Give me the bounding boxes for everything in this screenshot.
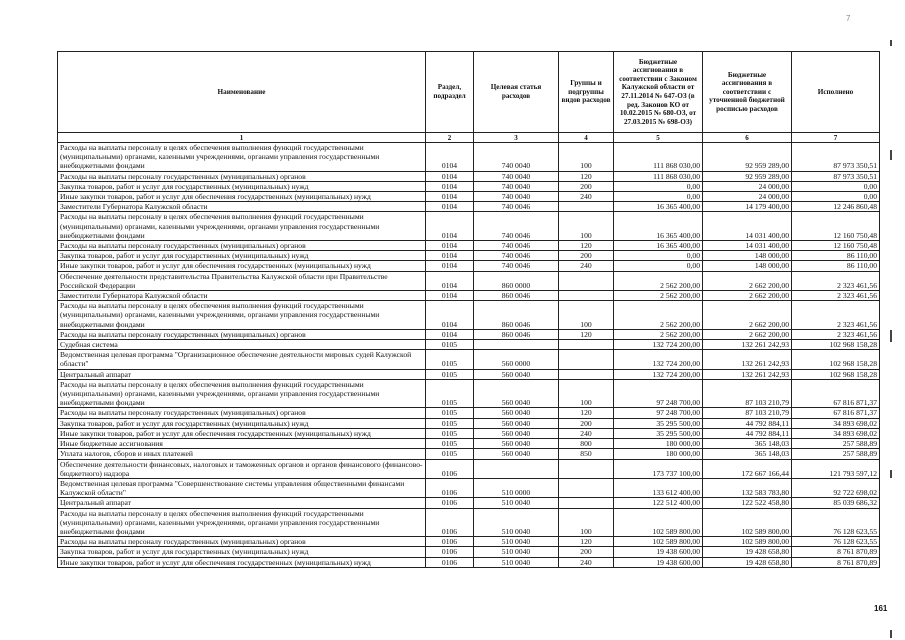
cell-executed: 102 968 158,28 xyxy=(792,369,880,379)
cell-expense-group: 240 xyxy=(559,428,614,438)
cell-expense-group: 100 xyxy=(559,508,614,537)
table-row xyxy=(58,508,880,537)
cell-expense-group: 800 xyxy=(559,439,614,449)
cell-name: Уплата налогов, сборов и иных платежей xyxy=(58,449,426,459)
cell-expense-group: 100 xyxy=(559,379,614,408)
cell-target-article: 740 0046 xyxy=(474,261,559,271)
table-row xyxy=(58,251,880,261)
cell-revised: 24 000,00 xyxy=(703,192,792,202)
cell-executed: 257 588,89 xyxy=(792,449,880,459)
cell-section: 0104 xyxy=(426,202,474,212)
cell-executed: 8 761 870,89 xyxy=(792,557,880,567)
table-row xyxy=(58,202,880,212)
cell-executed: 12 160 750,48 xyxy=(792,241,880,251)
cell-name: Ведомственная целевая программа "Совершенствование системы управления общественными финансами Калужской области" xyxy=(58,478,426,497)
cell-approved: 122 512 400,00 xyxy=(614,498,703,508)
cell-revised: 92 959 289,00 xyxy=(703,143,792,172)
cell-target-article: 510 0040 xyxy=(474,508,559,537)
table-row xyxy=(58,557,880,567)
cell-target-article: 560 0040 xyxy=(474,449,559,459)
cell-approved: 0,00 xyxy=(614,192,703,202)
cell-section: 0104 xyxy=(426,291,474,301)
cell-section: 0106 xyxy=(426,557,474,567)
cell-section: 0106 xyxy=(426,498,474,508)
cell-expense-group: 200 xyxy=(559,181,614,191)
cell-section: 0105 xyxy=(426,449,474,459)
cell-approved: 132 724 200,00 xyxy=(614,369,703,379)
cell-name: Расходы на выплаты персоналу в целях обеспечения выполнения функций государственными (муниципальными) органами, казенными учреждениями, органами управления государственными внебюджетными фондами xyxy=(58,508,426,537)
cell-revised: 132 261 242,93 xyxy=(703,350,792,369)
cell-section: 0105 xyxy=(426,439,474,449)
cell-name: Иные бюджетные ассигнования xyxy=(58,439,426,449)
cell-target-article: 740 0040 xyxy=(474,181,559,191)
cell-section: 0104 xyxy=(426,271,474,290)
cell-executed: 67 816 871,37 xyxy=(792,379,880,408)
cell-section: 0104 xyxy=(426,251,474,261)
cell-section: 0106 xyxy=(426,547,474,557)
cell-name: Иные закупки товаров, работ и услуг для обеспечения государственных (муниципальных) нужд xyxy=(58,557,426,567)
cell-executed: 0,00 xyxy=(792,192,880,202)
cell-executed: 86 110,00 xyxy=(792,261,880,271)
cell-target-article: 560 0040 xyxy=(474,379,559,408)
cell-revised: 44 792 884,11 xyxy=(703,428,792,438)
col-number: 6 xyxy=(703,133,792,143)
table-row xyxy=(58,537,880,547)
cell-target-article: 740 0040 xyxy=(474,171,559,181)
cell-revised: 102 589 800,00 xyxy=(703,537,792,547)
cell-name: Расходы на выплаты персоналу государственных (муниципальных) органов xyxy=(58,408,426,418)
col-number: 7 xyxy=(792,133,880,143)
cell-name: Расходы на выплаты персоналу в целях обеспечения выполнения функций государственными (муниципальными) органами, казенными учреждениями, органами управления государственными внебюджетными фондами xyxy=(58,301,426,330)
cell-expense-group: 200 xyxy=(559,251,614,261)
cell-name: Закупка товаров, работ и услуг для государственных (муниципальных) нужд xyxy=(58,418,426,428)
cell-section: 0105 xyxy=(426,408,474,418)
cell-section: 0104 xyxy=(426,181,474,191)
cell-executed: 67 816 871,37 xyxy=(792,408,880,418)
cell-approved: 35 295 500,00 xyxy=(614,418,703,428)
cell-revised: 2 662 200,00 xyxy=(703,291,792,301)
cell-name: Закупка товаров, работ и услуг для государственных (муниципальных) нужд xyxy=(58,181,426,191)
cell-section: 0106 xyxy=(426,459,474,478)
col-number: 3 xyxy=(474,133,559,143)
cell-revised: 2 662 200,00 xyxy=(703,271,792,290)
cell-approved: 102 589 800,00 xyxy=(614,508,703,537)
cell-name: Расходы на выплаты персоналу государственных (муниципальных) органов xyxy=(58,171,426,181)
cell-section: 0106 xyxy=(426,478,474,497)
table-row xyxy=(58,449,880,459)
cell-approved: 111 868 030,00 xyxy=(614,171,703,181)
cell-executed: 87 973 350,51 xyxy=(792,143,880,172)
cell-target-article: 510 0040 xyxy=(474,537,559,547)
cell-target-article: 860 0046 xyxy=(474,329,559,339)
table-row xyxy=(58,379,880,408)
cell-executed: 121 793 597,12 xyxy=(792,459,880,478)
cell-revised: 87 103 210,79 xyxy=(703,408,792,418)
cell-approved: 2 562 200,00 xyxy=(614,301,703,330)
cell-revised: 2 662 200,00 xyxy=(703,329,792,339)
cell-section: 0105 xyxy=(426,428,474,438)
cell-approved: 0,00 xyxy=(614,261,703,271)
cell-executed: 85 039 686,32 xyxy=(792,498,880,508)
cell-approved: 132 724 200,00 xyxy=(614,340,703,350)
scan-edge-mark xyxy=(890,330,892,342)
cell-executed: 102 968 158,28 xyxy=(792,350,880,369)
cell-approved: 16 365 400,00 xyxy=(614,202,703,212)
header-row xyxy=(58,52,880,133)
cell-target-article: 740 0046 xyxy=(474,202,559,212)
margin-mark: 7 xyxy=(846,14,851,23)
cell-expense-group: 100 xyxy=(559,143,614,172)
cell-revised: 148 000,00 xyxy=(703,251,792,261)
table-row xyxy=(58,171,880,181)
cell-name: Расходы на выплаты персоналу государственных (муниципальных) органов xyxy=(58,537,426,547)
cell-section: 0104 xyxy=(426,241,474,251)
cell-section: 0105 xyxy=(426,340,474,350)
cell-target-article: 510 0040 xyxy=(474,547,559,557)
table-row xyxy=(58,418,880,428)
page-number: 161 xyxy=(874,604,888,613)
cell-revised: 148 000,00 xyxy=(703,261,792,271)
cell-revised: 132 261 242,93 xyxy=(703,369,792,379)
cell-approved: 19 438 600,00 xyxy=(614,547,703,557)
cell-target-article: 560 0000 xyxy=(474,350,559,369)
cell-name: Центральный аппарат xyxy=(58,369,426,379)
cell-expense-group xyxy=(559,271,614,290)
cell-revised: 365 148,03 xyxy=(703,449,792,459)
cell-name: Иные закупки товаров, работ и услуг для обеспечения государственных (муниципальных) нужд xyxy=(58,192,426,202)
cell-name: Расходы на выплаты персоналу в целях обеспечения выполнения функций государственными (муниципальными) органами, казенными учреждениями, органами управления государственными внебюджетными фондами xyxy=(58,379,426,408)
cell-approved: 133 612 400,00 xyxy=(614,478,703,497)
cell-target-article: 560 0040 xyxy=(474,408,559,418)
cell-executed: 76 128 623,55 xyxy=(792,508,880,537)
cell-target-article: 560 0040 xyxy=(474,428,559,438)
cell-expense-group: 100 xyxy=(559,301,614,330)
table-row xyxy=(58,329,880,339)
cell-section: 0104 xyxy=(426,212,474,241)
cell-revised: 2 662 200,00 xyxy=(703,301,792,330)
header-expense-group: Группы и подгруппы видов расходов xyxy=(559,52,614,133)
table-row xyxy=(58,350,880,369)
cell-expense-group: 240 xyxy=(559,261,614,271)
cell-expense-group: 120 xyxy=(559,171,614,181)
cell-executed: 8 761 870,89 xyxy=(792,547,880,557)
cell-expense-group xyxy=(559,459,614,478)
table-row xyxy=(58,261,880,271)
cell-approved: 97 248 700,00 xyxy=(614,408,703,418)
cell-name: Закупка товаров, работ и услуг для государственных (муниципальных) нужд xyxy=(58,547,426,557)
scan-edge-mark xyxy=(890,150,892,160)
cell-approved: 2 562 200,00 xyxy=(614,291,703,301)
cell-approved: 173 737 100,00 xyxy=(614,459,703,478)
col-number: 4 xyxy=(559,133,614,143)
cell-section: 0104 xyxy=(426,171,474,181)
cell-name: Центральный аппарат xyxy=(58,498,426,508)
cell-name: Иные закупки товаров, работ и услуг для обеспечения государственных (муниципальных) нужд xyxy=(58,428,426,438)
scan-edge-mark xyxy=(890,470,892,478)
cell-executed: 76 128 623,55 xyxy=(792,537,880,547)
cell-revised: 14 031 400,00 xyxy=(703,241,792,251)
cell-approved: 35 295 500,00 xyxy=(614,428,703,438)
cell-target-article xyxy=(474,459,559,478)
cell-target-article: 740 0046 xyxy=(474,241,559,251)
cell-name: Закупка товаров, работ и услуг для государственных (муниципальных) нужд xyxy=(58,251,426,261)
cell-expense-group: 120 xyxy=(559,408,614,418)
cell-executed: 34 893 698,02 xyxy=(792,428,880,438)
cell-executed: 12 246 860,48 xyxy=(792,202,880,212)
cell-section: 0106 xyxy=(426,508,474,537)
cell-expense-group xyxy=(559,498,614,508)
cell-executed: 86 110,00 xyxy=(792,251,880,261)
budget-table xyxy=(57,51,880,568)
cell-expense-group xyxy=(559,350,614,369)
cell-target-article: 510 0040 xyxy=(474,498,559,508)
table-row xyxy=(58,212,880,241)
cell-target-article: 860 0000 xyxy=(474,271,559,290)
cell-revised: 132 261 242,93 xyxy=(703,340,792,350)
table-row xyxy=(58,301,880,330)
cell-expense-group: 200 xyxy=(559,547,614,557)
cell-section: 0104 xyxy=(426,192,474,202)
cell-executed: 92 722 698,02 xyxy=(792,478,880,497)
table-row xyxy=(58,459,880,478)
cell-executed: 2 323 461,56 xyxy=(792,291,880,301)
scan-edge-mark xyxy=(890,40,892,46)
cell-target-article: 560 0040 xyxy=(474,369,559,379)
cell-revised: 14 031 400,00 xyxy=(703,212,792,241)
cell-target-article: 740 0040 xyxy=(474,192,559,202)
cell-revised: 19 428 658,80 xyxy=(703,557,792,567)
cell-target-article xyxy=(474,340,559,350)
cell-expense-group: 240 xyxy=(559,557,614,567)
cell-section: 0105 xyxy=(426,350,474,369)
cell-revised: 132 583 783,80 xyxy=(703,478,792,497)
cell-name: Судебная система xyxy=(58,340,426,350)
cell-section: 0104 xyxy=(426,301,474,330)
cell-expense-group: 200 xyxy=(559,418,614,428)
cell-approved: 2 562 200,00 xyxy=(614,329,703,339)
cell-executed: 87 973 350,51 xyxy=(792,171,880,181)
cell-approved: 180 000,00 xyxy=(614,449,703,459)
cell-revised: 365 148,03 xyxy=(703,439,792,449)
header-executed: Исполнено xyxy=(792,52,880,133)
cell-name: Иные закупки товаров, работ и услуг для обеспечения государственных (муниципальных) нужд xyxy=(58,261,426,271)
cell-target-article: 740 0046 xyxy=(474,212,559,241)
cell-target-article: 740 0040 xyxy=(474,143,559,172)
table-row xyxy=(58,143,880,172)
cell-name: Расходы на выплаты персоналу государственных (муниципальных) органов xyxy=(58,329,426,339)
cell-revised: 24 000,00 xyxy=(703,181,792,191)
cell-expense-group xyxy=(559,478,614,497)
cell-executed: 2 323 461,56 xyxy=(792,301,880,330)
cell-approved: 97 248 700,00 xyxy=(614,379,703,408)
cell-name: Расходы на выплаты персоналу государственных (муниципальных) органов xyxy=(58,241,426,251)
cell-expense-group: 120 xyxy=(559,329,614,339)
cell-section: 0105 xyxy=(426,418,474,428)
header-approved-allocations: Бюджетные ассигнования в соответствии с Законом Калужской области от 27.11.2014 № 647-ОЗ (в ред. Законов КО от 10.02.2015 № 680-ОЗ, от 27.03.2015 № 698-ОЗ) xyxy=(614,52,703,133)
cell-section: 0104 xyxy=(426,329,474,339)
cell-executed: 2 323 461,56 xyxy=(792,271,880,290)
table-row xyxy=(58,271,880,290)
table-row xyxy=(58,291,880,301)
cell-revised: 92 959 289,00 xyxy=(703,171,792,181)
cell-approved: 180 000,00 xyxy=(614,439,703,449)
cell-expense-group xyxy=(559,340,614,350)
cell-expense-group: 120 xyxy=(559,537,614,547)
cell-section: 0105 xyxy=(426,379,474,408)
cell-section: 0106 xyxy=(426,537,474,547)
cell-executed: 257 588,89 xyxy=(792,439,880,449)
cell-approved: 102 589 800,00 xyxy=(614,537,703,547)
header-name: Наименование xyxy=(58,52,426,133)
cell-target-article: 560 0040 xyxy=(474,439,559,449)
cell-target-article: 860 0046 xyxy=(474,301,559,330)
cell-approved: 111 868 030,00 xyxy=(614,143,703,172)
scan-edge-mark xyxy=(890,630,892,638)
cell-section: 0104 xyxy=(426,143,474,172)
table-row xyxy=(58,408,880,418)
cell-executed: 0,00 xyxy=(792,181,880,191)
cell-approved: 16 365 400,00 xyxy=(614,212,703,241)
cell-target-article: 740 0046 xyxy=(474,251,559,261)
table-row xyxy=(58,478,880,497)
cell-expense-group: 850 xyxy=(559,449,614,459)
cell-target-article: 510 0040 xyxy=(474,557,559,567)
table-row xyxy=(58,439,880,449)
cell-expense-group xyxy=(559,291,614,301)
header-revised-allocations: Бюджетные ассигнования в соответствии с уточненной бюджетной росписью расходов xyxy=(703,52,792,133)
cell-revised: 14 179 400,00 xyxy=(703,202,792,212)
header-target-article: Целевая статья расходов xyxy=(474,52,559,133)
cell-expense-group xyxy=(559,202,614,212)
table-row xyxy=(58,340,880,350)
cell-revised: 102 589 800,00 xyxy=(703,508,792,537)
cell-revised: 172 667 166,44 xyxy=(703,459,792,478)
cell-approved: 132 724 200,00 xyxy=(614,350,703,369)
table-row xyxy=(58,181,880,191)
cell-name: Расходы на выплаты персоналу в целях обеспечения выполнения функций государственными (муниципальными) органами, казенными учреждениями, органами управления государственными внебюджетными фондами xyxy=(58,212,426,241)
cell-section: 0105 xyxy=(426,369,474,379)
cell-expense-group: 100 xyxy=(559,212,614,241)
cell-expense-group xyxy=(559,369,614,379)
cell-executed: 102 968 158,28 xyxy=(792,340,880,350)
table-row xyxy=(58,192,880,202)
header-section: Раздел, подраздел xyxy=(426,52,474,133)
cell-section: 0104 xyxy=(426,261,474,271)
cell-name: Заместители Губернатора Калужской области xyxy=(58,202,426,212)
cell-approved: 16 365 400,00 xyxy=(614,241,703,251)
cell-executed: 34 893 698,02 xyxy=(792,418,880,428)
table-row xyxy=(58,369,880,379)
cell-executed: 2 323 461,56 xyxy=(792,329,880,339)
table-row xyxy=(58,241,880,251)
table-row xyxy=(58,498,880,508)
cell-executed: 12 160 750,48 xyxy=(792,212,880,241)
column-number-row xyxy=(58,133,880,143)
col-number: 5 xyxy=(614,133,703,143)
col-number: 2 xyxy=(426,133,474,143)
cell-target-article: 560 0040 xyxy=(474,418,559,428)
cell-name: Обеспечение деятельности представительства Правительства Калужской области при Правительстве Российской Федерации xyxy=(58,271,426,290)
cell-name: Ведомственная целевая программа "Организационное обеспечение деятельности мировых судей Калужской области" xyxy=(58,350,426,369)
table-row xyxy=(58,547,880,557)
cell-name: Заместители Губернатора Калужской области xyxy=(58,291,426,301)
cell-approved: 2 562 200,00 xyxy=(614,271,703,290)
col-number: 1 xyxy=(58,133,426,143)
cell-target-article: 510 0000 xyxy=(474,478,559,497)
cell-target-article: 860 0046 xyxy=(474,291,559,301)
cell-approved: 19 438 600,00 xyxy=(614,557,703,567)
cell-revised: 19 428 658,80 xyxy=(703,547,792,557)
cell-revised: 44 792 884,11 xyxy=(703,418,792,428)
cell-name: Обеспечение деятельности финансовых, налоговых и таможенных органов и органов финансового (финансово-бюджетного) надзора xyxy=(58,459,426,478)
cell-expense-group: 240 xyxy=(559,192,614,202)
cell-revised: 87 103 210,79 xyxy=(703,379,792,408)
cell-name: Расходы на выплаты персоналу в целях обеспечения выполнения функций государственными (муниципальными) органами, казенными учреждениями, органами управления государственными внебюджетными фондами xyxy=(58,143,426,172)
cell-expense-group: 120 xyxy=(559,241,614,251)
table-row xyxy=(58,428,880,438)
cell-revised: 122 522 458,80 xyxy=(703,498,792,508)
cell-approved: 0,00 xyxy=(614,251,703,261)
cell-approved: 0,00 xyxy=(614,181,703,191)
table-body xyxy=(58,143,880,568)
